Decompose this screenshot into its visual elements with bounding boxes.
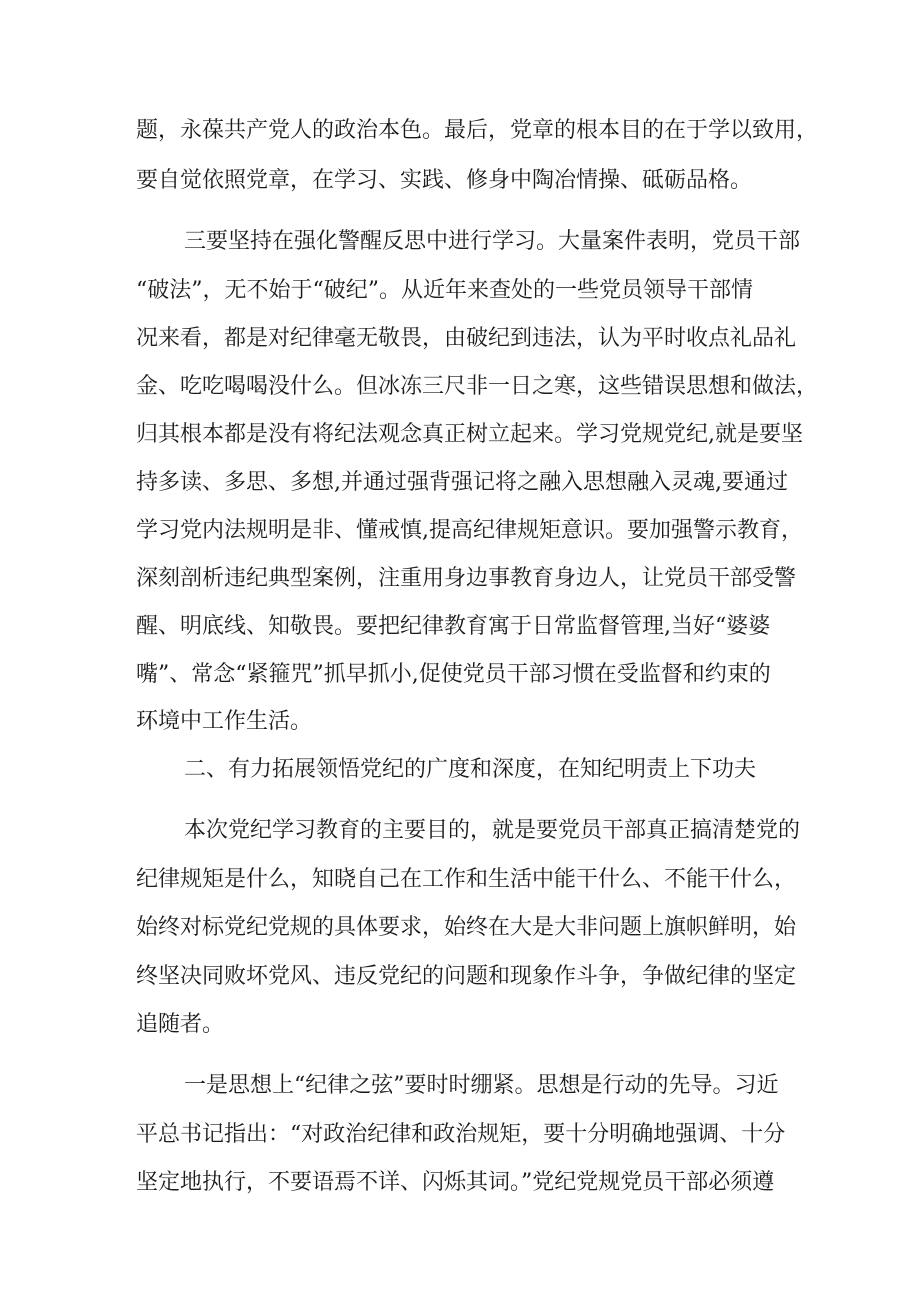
text-line: 始终对标党纪党规的具体要求，始终在大是大非问题上旗帜鲜明，始: [136, 915, 797, 940]
text-line: “破法”，无不始于“破纪”。从近年来查处的一些党员领导干部情: [136, 278, 753, 303]
text-line: 持多读、多思、多想,并通过强背强记将之融入思想融入灵魂,要通过: [136, 470, 788, 495]
text-line: 归其根本都是没有将纪法观念真正树立起来。学习党规党纪,就是要坚: [136, 422, 803, 447]
text-line: 况来看，都是对纪律毫无敬畏，由破纪到违法，认为平时收点礼品礼: [136, 326, 797, 351]
text-line: 题，永葆共产党人的政治本色。最后，党章的根本目的在于学以致用，: [136, 118, 819, 143]
text-line: 终坚决同败坏党风、违反党纪的问题和现象作斗争，争做纪律的坚定: [136, 964, 797, 989]
section-heading: 二、有力拓展领悟党纪的广度和深度，在知纪明责上下功夫: [184, 757, 757, 782]
paragraph-start-line: 一是思想上“纪律之弦”要时时绷紧。思想是行动的先导。习近: [184, 1073, 779, 1098]
paragraph-start-line: 本次党纪学习教育的主要目的，就是要党员干部真正搞清楚党的: [184, 818, 801, 843]
paragraph-start-line: 三要坚持在强化警醒反思中进行学习。大量案件表明，党员干部: [184, 229, 801, 254]
text-line: 醒、明底线、知敬畏。要把纪律教育寓于日常监督管理,当好“婆婆: [136, 614, 771, 639]
text-line: 平总书记指出：“对政治纪律和政治规矩，要十分明确地强调、十分: [136, 1122, 786, 1147]
text-line: 追随者。: [136, 1012, 225, 1037]
text-line: 纪律规矩是什么，知晓自己在工作和生活中能干什么、不能干什么，: [136, 867, 797, 892]
text-line: 金、吃吃喝喝没什么。但冰冻三尺非一日之寒，这些错误思想和做法，: [136, 374, 819, 399]
text-line: 环境中工作生活。: [136, 709, 313, 734]
text-line: 学习党内法规明是非、懂戒慎,提高纪律规矩意识。要加强警示教育，: [136, 518, 803, 543]
text-line: 坚定地执行，不要语焉不详、闪烁其词。”党纪党规党员干部必须遵: [136, 1170, 775, 1195]
text-line: 深刻剖析违纪典型案例，注重用身边事教育身边人，让党员干部受警: [136, 566, 797, 591]
text-line: 嘴”、常念“紧箍咒”抓早抓小,促使党员干部习惯在受监督和约束的: [136, 662, 771, 687]
text-line: 要自觉依照党章，在学习、实践、修身中陶冶情操、砥砺品格。: [136, 168, 753, 193]
